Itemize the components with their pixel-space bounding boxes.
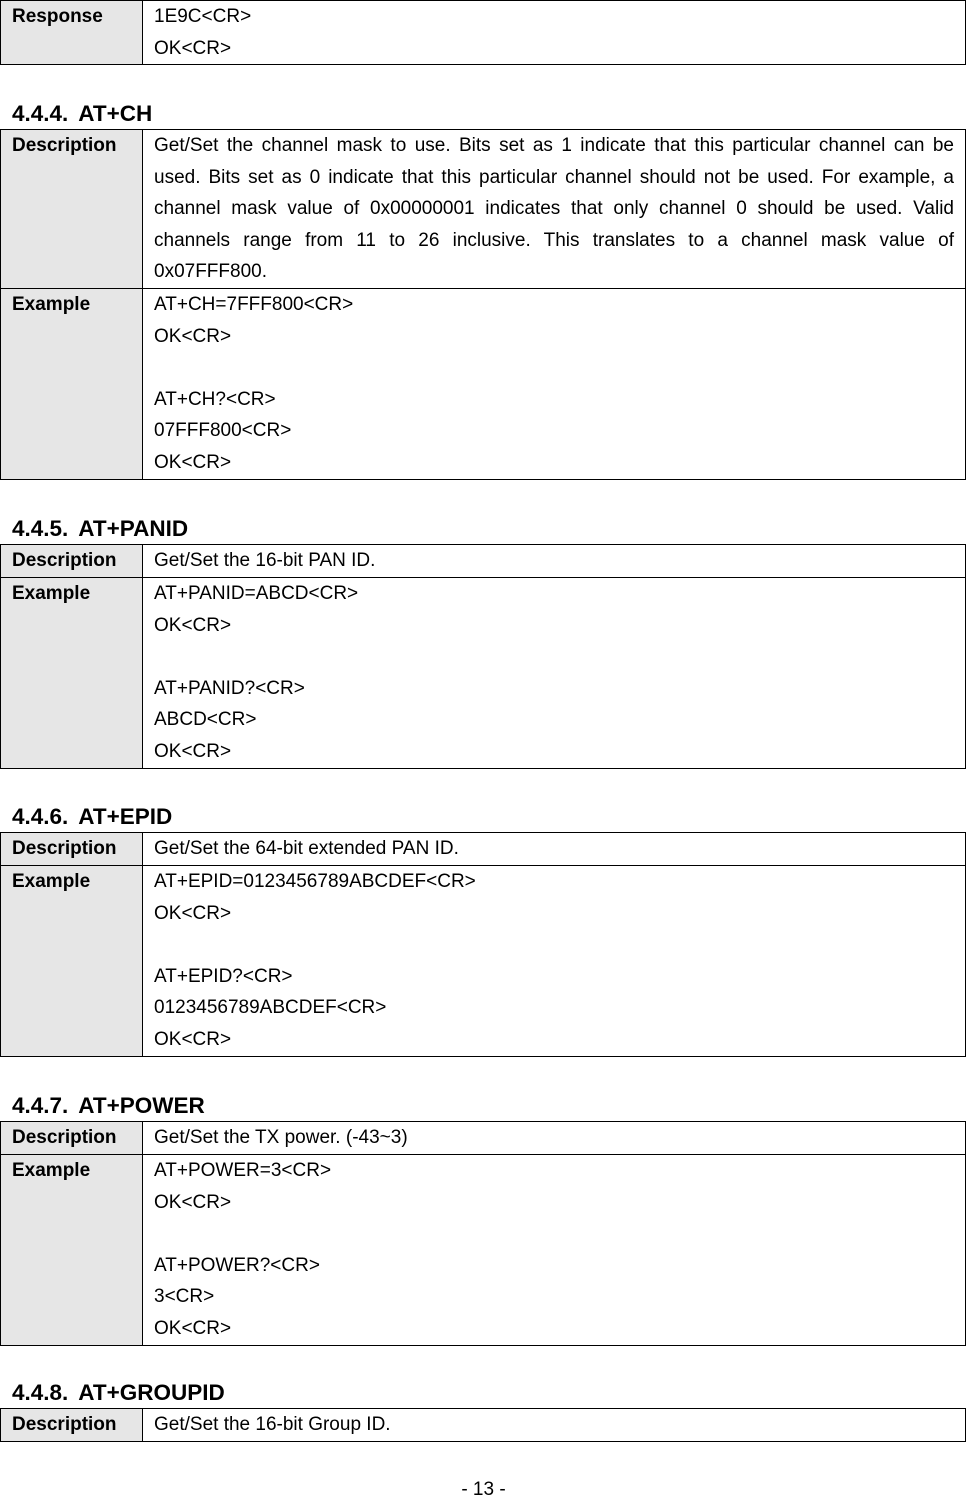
example-row: [1, 288, 966, 479]
response-label: Response: [1, 1, 143, 65]
at-groupid-table-block: [0, 1408, 966, 1442]
example-line: [154, 929, 954, 961]
example-value: [143, 866, 966, 1057]
example-line: OK<CR>: [154, 325, 232, 347]
section-command: AT+EPID: [78, 804, 173, 829]
example-line: AT+CH=7FFF800<CR>: [154, 293, 354, 315]
response-row: [1, 1, 966, 65]
response-table-block: [0, 0, 966, 65]
response-table: [0, 0, 966, 65]
example-line: OK<CR>: [154, 1028, 232, 1050]
description-text: Get/Set the 16-bit Group ID.: [154, 1414, 391, 1435]
example-label: Example: [1, 866, 143, 1057]
section-command: AT+GROUPID: [78, 1380, 225, 1405]
example-line: [154, 352, 954, 384]
example-line: AT+POWER?<CR>: [154, 1254, 320, 1276]
at-panid-table-block: [0, 544, 966, 769]
example-line: [154, 641, 954, 673]
example-line: AT+EPID?<CR>: [154, 965, 293, 987]
example-row: [1, 866, 966, 1057]
at-power-table: [0, 1121, 966, 1346]
section-heading-at-groupid: [12, 1380, 225, 1406]
example-line: 3<CR>: [154, 1286, 215, 1308]
description-text: Get/Set the 16-bit PAN ID.: [154, 550, 376, 571]
example-line: OK<CR>: [154, 740, 232, 762]
description-label: Description: [1, 1122, 143, 1155]
description-row: [1, 833, 966, 866]
example-line: AT+CH?<CR>: [154, 388, 276, 410]
example-line: OK<CR>: [154, 1191, 232, 1213]
example-line: 0123456789ABCDEF<CR>: [154, 997, 387, 1019]
section-number: 4.4.8.: [12, 1380, 69, 1405]
example-line: AT+PANID=ABCD<CR>: [154, 583, 359, 604]
at-epid-table: [0, 832, 966, 1057]
response-value: [143, 1, 966, 65]
description-value: [143, 1122, 966, 1155]
page-number: - 13 -: [461, 1479, 506, 1500]
at-groupid-table: [0, 1408, 966, 1442]
description-label: Description: [1, 130, 143, 289]
example-row: [1, 578, 966, 769]
description-value: [143, 130, 966, 289]
at-ch-table-block: [0, 129, 966, 480]
example-row: [1, 1155, 966, 1346]
section-command: AT+POWER: [78, 1093, 205, 1118]
section-number: 4.4.5.: [12, 516, 69, 541]
description-row: [1, 545, 966, 578]
example-line: OK<CR>: [154, 902, 232, 924]
description-row: [1, 1122, 966, 1155]
example-line: OK<CR>: [154, 451, 232, 473]
example-label: Example: [1, 1155, 143, 1346]
section-heading-at-epid: [12, 804, 172, 830]
description-label: Description: [1, 833, 143, 866]
example-line: AT+POWER=3<CR>: [154, 1160, 332, 1181]
description-label: Description: [1, 1409, 143, 1442]
example-value: [143, 578, 966, 769]
section-command: AT+CH: [78, 101, 153, 126]
section-heading-at-power: [12, 1093, 205, 1119]
description-value: [143, 833, 966, 866]
description-label: Description: [1, 545, 143, 578]
response-line: OK<CR>: [154, 37, 232, 59]
description-text: Get/Set the TX power. (-43~3): [154, 1127, 408, 1148]
at-panid-table: [0, 544, 966, 769]
at-power-table-block: [0, 1121, 966, 1346]
description-text: Get/Set the 64-bit extended PAN ID.: [154, 838, 459, 859]
section-heading-at-ch: [12, 101, 152, 127]
example-line: AT+EPID=0123456789ABCDEF<CR>: [154, 871, 476, 892]
example-line: AT+PANID?<CR>: [154, 677, 305, 699]
example-line: OK<CR>: [154, 614, 232, 636]
description-value: [143, 1409, 966, 1442]
example-line: ABCD<CR>: [154, 709, 257, 731]
section-heading-at-panid: [12, 516, 188, 542]
example-line: [154, 1218, 954, 1250]
section-number: 4.4.7.: [12, 1093, 69, 1118]
description-row: [1, 130, 966, 289]
example-value: [143, 1155, 966, 1346]
at-ch-table: [0, 129, 966, 480]
example-label: Example: [1, 288, 143, 479]
example-value: [143, 288, 966, 479]
description-row: [1, 1409, 966, 1442]
description-text: Get/Set the channel mask to use. Bits set as 1 indicate that this particular channel can be used. Bits set as 0 indicate that this particular channel should not be used. For example, a channel mask value of 0x00000001 indicates that only channel 0 should be used. Valid channels range from 11 to 26 inclusive. This translates to a channel mask value of 0x07FFF800.: [154, 135, 954, 283]
response-line: 1E9C<CR>: [154, 6, 252, 27]
example-line: OK<CR>: [154, 1317, 232, 1339]
example-label: Example: [1, 578, 143, 769]
at-epid-table-block: [0, 832, 966, 1057]
section-number: 4.4.4.: [12, 101, 69, 126]
example-line: 07FFF800<CR>: [154, 420, 292, 442]
section-command: AT+PANID: [78, 516, 189, 541]
description-value: [143, 545, 966, 578]
section-number: 4.4.6.: [12, 804, 69, 829]
